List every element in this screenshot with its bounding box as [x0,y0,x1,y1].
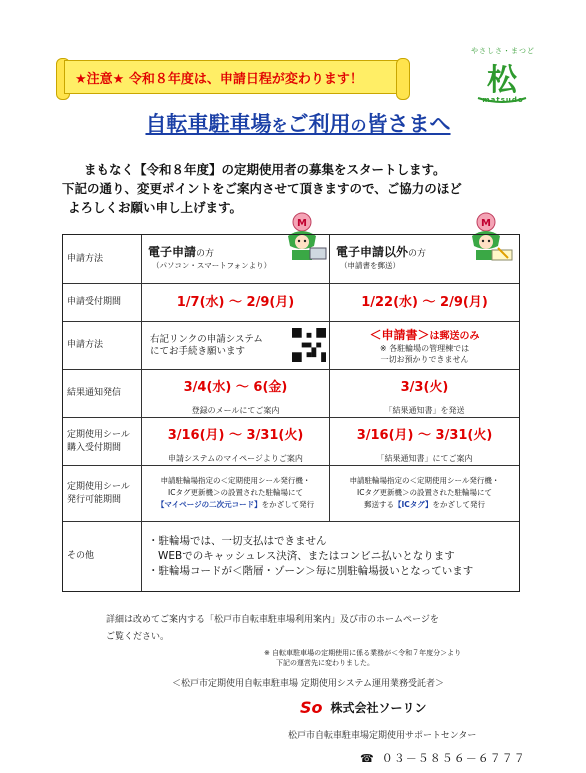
issue-electronic-highlight: 【マイページの二次元コード】 [156,500,262,509]
issue-paper [329,466,519,521]
city-logo-mark: 松 [487,63,517,98]
method-electronic-line1: 右記リンクの申請システム [150,334,263,345]
table-row-issue [63,465,519,521]
purchase-paper-date: 3/16(月) ～ 3/31(火) [356,428,493,443]
application-table [62,234,520,592]
title-part1: 自転車駐車場 [145,112,272,136]
method-paper [329,322,519,369]
header-paper [329,235,519,283]
table-row-result [63,369,519,417]
title-part2: を [271,116,288,135]
result-paper-note: 「結果通知書」を発送 [384,406,465,415]
intro-text [62,160,542,217]
issue-electronic-line3: をかざして発行 [261,500,315,509]
row-label-issue [63,466,141,521]
other-line3: ・駐輪場コードが＜階層・ゾーン＞毎に別駐輪場扱いとなっています [148,565,474,577]
footer-operator: ＜松戸市定期使用自転車駐車場 定期使用システム運用業務受託者＞ [172,679,444,689]
footer-note-line1: ※ 自転車駐車場の定期使用に係る業務が＜令和７年度分＞より [264,649,462,657]
issue-paper-line1: 申請駐輪場指定の＜定期使用シール発行機・ [349,476,500,485]
row-label-result: 結果通知発信 [67,388,122,398]
row-label-purchase-2: 購入受付期間 [67,442,122,453]
page-title [118,108,478,138]
phone-number[interactable]: ０３－５８５６－６７７７ [381,752,526,765]
row-label-period: 申請受付期間 [67,297,122,307]
title-part5: 皆さまへ [366,112,451,136]
footer-note [264,648,461,668]
notice-banner [64,60,400,94]
issue-paper-line3: をかざして発行 [432,500,486,509]
issue-paper-line3-prefix: 郵送する [363,500,394,509]
svg-text:M: M [297,218,307,229]
row-label-issue-2: 発行可能期間 [67,494,122,505]
method-paper-main: ＜申請書＞ [369,328,430,342]
method-paper-note2: 一切お預かりできません [380,355,469,364]
footer-detail [106,612,439,646]
notice-banner-text: ★注意★ 令和８年度は、申請日程が変わります！ [75,71,363,87]
row-label-issue-1: 定期使用シール [67,481,130,492]
header-paper-suffix: の方 [408,249,427,259]
issue-electronic-line2: ICタグ更新機＞の設置された駐輪場にて [168,488,303,497]
result-paper-date: 3/3(火) [400,380,449,395]
issue-paper-line2: ICタグ更新機＞の設置された駐輪場にて [357,488,492,497]
company-logo: So [300,698,323,717]
method-paper-suffix: は郵送のみ [429,331,480,342]
header-electronic [141,235,329,283]
phone-icon: ☎ [360,751,374,765]
table-row-other [63,521,519,591]
city-logo-sub: matsudo [482,96,524,104]
header-electronic-main: 電子申請 [148,245,197,259]
method-electronic [141,322,329,369]
purchase-electronic-date: 3/16(月) ～ 3/31(火) [167,428,304,443]
svg-text:M: M [481,218,491,229]
row-label-method2: 申請方法 [67,340,104,350]
period-electronic: 1/7(水) ～ 2/9(月) [141,284,329,321]
result-electronic [141,370,329,417]
issue-paper-highlight: 【ICタグ】 [393,500,433,509]
phone-block [360,750,526,766]
row-label-purchase [63,418,141,465]
footer-detail-line1: 詳細は改めてご案内する「松戸市自転車駐車場利用案内」及び市のホームページを [106,615,439,625]
support-center: 松戸市自転車駐車場定期使用サポートセンター [288,731,477,741]
company-block [300,698,427,717]
table-row-method [63,321,519,369]
footer-detail-line2: ご覧ください。 [106,632,170,642]
other-line1: ・駐輪場では、一切支払はできません [148,535,327,547]
purchase-paper [329,418,519,465]
qr-code-icon[interactable] [292,328,326,362]
method-paper-note1: ※ 各駐輪場の管理棟では [379,344,470,353]
title-part3: ご利用 [287,112,351,136]
banner-curl-right [396,58,410,100]
row-label-purchase-1: 定期使用シール [67,429,130,440]
table-row-header [63,235,519,283]
other-line2: WEBでのキャッシュレス決済、またはコンビニ払いとなります [158,550,455,562]
city-logo-arc-text: やさしさ・まつど [471,47,535,55]
header-paper-main: 電子申請以外 [336,245,409,259]
result-paper [329,370,519,417]
result-electronic-note: 登録のメールにてご案内 [191,406,280,415]
company-name: 株式会社ソーリン [330,701,427,715]
method-electronic-line2: にてお手続き願います [150,346,246,357]
footer-note-line2: 下記の運営先に変わりました。 [276,659,374,667]
header-electronic-sub: （パソコン・スマートフォンより） [152,261,272,270]
intro-line1: まもなく【令和８年度】の定期使用者の募集をスタートします。 [84,162,446,177]
table-row-period [63,283,519,321]
period-paper: 1/22(水) ～ 2/9(月) [329,284,519,321]
intro-line3: よろしくお願い申し上げます。 [68,200,243,215]
issue-electronic [141,466,329,521]
other-notes [141,522,519,591]
row-label-other: その他 [67,551,95,561]
header-electronic-suffix: の方 [196,249,215,259]
purchase-paper-note: 「結果通知書」にてご案内 [376,454,473,463]
result-electronic-date: 3/4(水) ～ 6(金) [183,380,288,395]
purchase-electronic-note: 申請システムのマイページよりご案内 [168,454,303,463]
header-paper-sub: （申請書を郵送） [340,261,400,270]
title-part4: の [350,116,367,135]
table-row-purchase [63,417,519,465]
row-label-method: 申請方法 [67,253,104,264]
issue-electronic-line1: 申請駐輪場指定の＜定期使用シール発行機・ [160,476,311,485]
purchase-electronic [141,418,329,465]
intro-line2: 下記の通り、変更ポイントをご案内させて頂きますので、ご協力のほど [62,181,462,196]
